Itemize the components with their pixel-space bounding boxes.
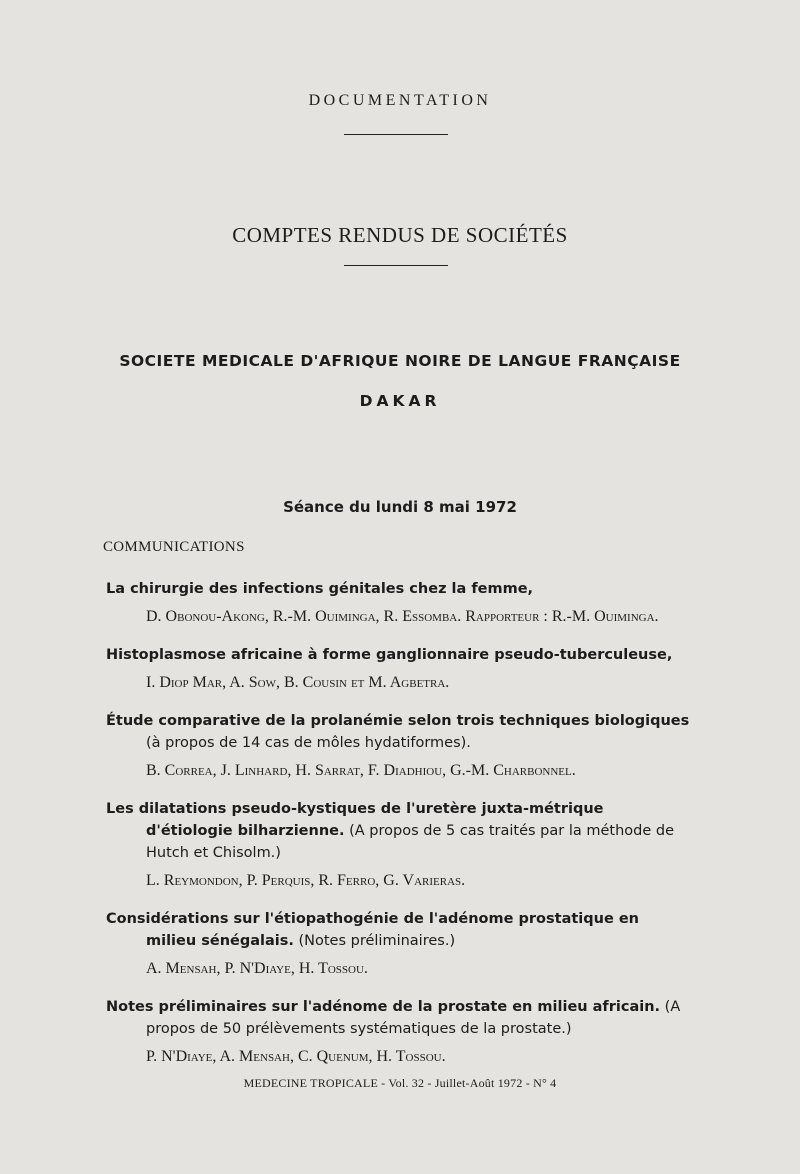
list-item	[106, 578, 690, 627]
entry-title: Étude comparative de la prolanémie selon trois techniques biologiques (à propos de 14 cas de môles hydatiformes).	[106, 713, 690, 751]
entry-authors: P. N'Diaye, A. Mensah, C. Quenum, H. Tossou.	[146, 1048, 446, 1065]
entry-note: (A propos de 5 cas traités par la méthode de Hutch et Chisolm.)	[146, 823, 675, 861]
journal-footer: MEDECINE TROPICALE - Vol. 32 - Juillet-Août 1972 - N° 4	[243, 1076, 557, 1090]
entry-authors: L. Reymondon, P. Perquis, R. Ferro, G. Varieras.	[146, 872, 466, 889]
list-item	[106, 908, 690, 979]
entry-title: Histoplasmose africaine à forme ganglionnaire pseudo-tuberculeuse,	[106, 647, 673, 663]
entry-authors: I. Diop Mar, A. Sow, B. Cousin et M. Agbetra.	[146, 674, 450, 691]
communications-list	[106, 578, 690, 1084]
entry-authors: B. Correa, J. Linhard, H. Sarrat, F. Diadhiou, G.-M. Charbonnel.	[146, 762, 576, 779]
seance-date: Séance du lundi 8 mai 1972	[283, 498, 517, 516]
section-title: COMPTES RENDUS DE SOCIÉTÉS	[232, 223, 568, 247]
entry-note: (Notes préliminaires.)	[298, 933, 456, 949]
entry-title: Notes préliminaires sur l'adénome de la prostate en milieu africain. (A propos de 50 prélèvements systématiques de la prostate.)	[106, 999, 681, 1037]
entry-authors: A. Mensah, P. N'Diaye, H. Tossou.	[146, 960, 368, 977]
entry-note: (à propos de 14 cas de môles hydatiformes).	[146, 735, 471, 751]
list-item	[106, 710, 690, 781]
entry-authors: D. Obonou-Akong, R.-M. Ouiminga, R. Essomba. Rapporteur : R.-M. Ouiminga.	[146, 608, 659, 625]
entry-title: Considérations sur l'étiopathogénie de l'adénome prostatique en milieu sénégalais. (Notes préliminaires.)	[106, 911, 639, 949]
documentation-heading: DOCUMENTATION	[308, 92, 492, 109]
divider-bottom	[344, 265, 448, 266]
entry-note: (A propos de 50 prélèvements systématiques de la prostate.)	[146, 999, 681, 1037]
society-city: DAKAR	[359, 392, 441, 410]
entry-title: Les dilatations pseudo-kystiques de l'uretère juxta-métrique d'étiologie bilharzienne. (A propos de 5 cas traités par la méthode de Hutch et Chisolm.)	[106, 801, 675, 861]
list-item	[106, 996, 690, 1067]
list-item	[106, 644, 690, 693]
society-name: SOCIETE MEDICALE D'AFRIQUE NOIRE DE LANGUE FRANÇAISE	[119, 352, 681, 370]
entry-title: La chirurgie des infections génitales chez la femme,	[106, 581, 534, 597]
communications-label: COMMUNICATIONS	[103, 539, 245, 555]
divider-top	[344, 134, 448, 135]
list-item	[106, 798, 690, 891]
